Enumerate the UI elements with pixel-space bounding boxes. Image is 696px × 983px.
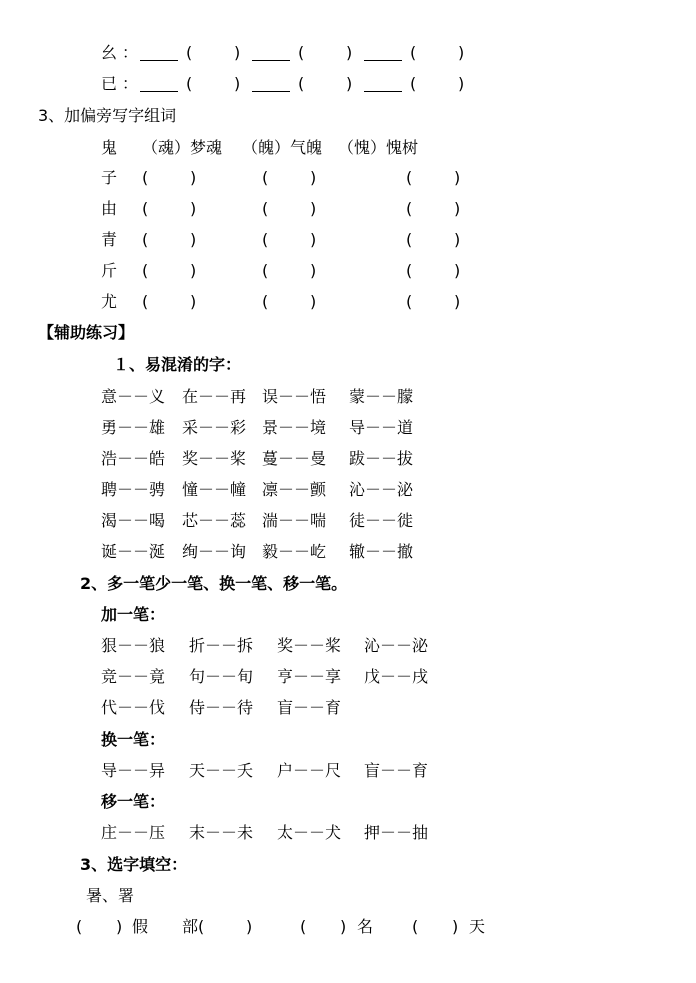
word-pair: 湍－－喘 bbox=[262, 511, 327, 530]
paren-close: ) bbox=[190, 199, 197, 218]
word-pair: 辙－－撤 bbox=[349, 542, 414, 561]
paren-open: ( bbox=[76, 917, 83, 936]
word-pair: 戊－－戌 bbox=[364, 667, 429, 686]
subsection-title: 3、选字填空： bbox=[80, 855, 188, 874]
paren-close: ) bbox=[190, 230, 197, 249]
paren-close: ) bbox=[346, 43, 353, 62]
word-pair: 诞－－涎 bbox=[101, 542, 166, 561]
radical-char: 鬼 bbox=[101, 138, 118, 157]
paren-open: ( bbox=[410, 74, 417, 93]
word-pair: 庄－－压 bbox=[101, 823, 166, 842]
paren-close: ) bbox=[234, 74, 241, 93]
paren-open: ( bbox=[298, 43, 305, 62]
word-pair: 在－－再 bbox=[182, 387, 247, 406]
word-pair: 侍－－待 bbox=[189, 698, 254, 717]
paren-close: ) bbox=[310, 261, 317, 280]
word-pair: 误－－悟 bbox=[262, 387, 327, 406]
fill-word: 假 bbox=[132, 917, 149, 936]
paren-close: ) bbox=[454, 199, 461, 218]
paren-open: ( bbox=[142, 292, 149, 311]
paren-open: ( bbox=[406, 261, 413, 280]
word-pair: 蔓－－曼 bbox=[262, 449, 327, 468]
fill-word: 天 bbox=[469, 917, 486, 936]
aux-heading: 【辅助练习】 bbox=[38, 323, 135, 342]
paren-close: ) bbox=[454, 292, 461, 311]
word-pair: 意－－义 bbox=[101, 387, 166, 406]
paren-close: ) bbox=[454, 168, 461, 187]
word-pair: 沁－－泌 bbox=[364, 636, 429, 655]
word-pair: 凛－－颤 bbox=[262, 480, 327, 499]
word-pair: 盲－－育 bbox=[277, 698, 342, 717]
paren-close: ) bbox=[346, 74, 353, 93]
word-pair: 导－－异 bbox=[101, 761, 166, 780]
word-pair: 押－－抽 bbox=[364, 823, 429, 842]
word-pair: 奖－－桨 bbox=[182, 449, 247, 468]
choice-chars: 暑、署 bbox=[86, 886, 135, 905]
word-pair: 奖－－桨 bbox=[277, 636, 342, 655]
paren-close: ) bbox=[458, 43, 465, 62]
paren-close: ) bbox=[310, 230, 317, 249]
word-pair: 蒙－－朦 bbox=[349, 387, 414, 406]
word-pair: 徒－－徙 bbox=[349, 511, 414, 530]
paren-open: ( bbox=[142, 168, 149, 187]
word-pair: 采－－彩 bbox=[182, 418, 247, 437]
paren-close: ) bbox=[310, 292, 317, 311]
paren-open: ( bbox=[142, 261, 149, 280]
paren-open: ( bbox=[406, 292, 413, 311]
paren-close: ) bbox=[458, 74, 465, 93]
subsection-title: １、易混淆的字： bbox=[113, 355, 242, 374]
paren-close: ) bbox=[190, 261, 197, 280]
paren-open: ( bbox=[186, 43, 193, 62]
word-pair: 户－－尺 bbox=[277, 761, 342, 780]
word-pair: 导－－道 bbox=[349, 418, 414, 437]
paren-close: ) bbox=[116, 917, 123, 936]
row-char: 已 bbox=[101, 74, 118, 93]
example-word: （魄）气魄 bbox=[242, 138, 323, 157]
paren-open: ( bbox=[262, 261, 269, 280]
paren-close: ) bbox=[234, 43, 241, 62]
paren-close: ) bbox=[246, 917, 253, 936]
paren-open: ( bbox=[410, 43, 417, 62]
paren-open: ( bbox=[300, 917, 307, 936]
paren-open: ( bbox=[406, 199, 413, 218]
paren-open: ( bbox=[142, 199, 149, 218]
word-pair: 亨－－享 bbox=[277, 667, 342, 686]
blank-line[interactable] bbox=[364, 91, 402, 92]
blank-line[interactable] bbox=[252, 91, 290, 92]
paren-open: ( bbox=[142, 230, 149, 249]
paren-close: ) bbox=[454, 230, 461, 249]
word-pair: 句－－旬 bbox=[189, 667, 254, 686]
blank-line[interactable] bbox=[140, 91, 178, 92]
word-pair: 盲－－育 bbox=[364, 761, 429, 780]
blank-line[interactable] bbox=[364, 60, 402, 61]
blank-line[interactable] bbox=[252, 60, 290, 61]
word-pair: 折－－拆 bbox=[189, 636, 254, 655]
radical-char: 斤 bbox=[101, 261, 118, 280]
paren-open: ( bbox=[298, 74, 305, 93]
example-word: （愧）愧树 bbox=[338, 138, 419, 157]
paren-open: ( bbox=[262, 230, 269, 249]
paren-open: ( bbox=[262, 292, 269, 311]
word-pair: 绚－－询 bbox=[182, 542, 247, 561]
move-stroke-label: 移一笔： bbox=[101, 792, 166, 811]
paren-open: ( bbox=[412, 917, 419, 936]
word-pair: 景－－境 bbox=[262, 418, 327, 437]
fill-word: 名 bbox=[357, 917, 374, 936]
paren-close: ) bbox=[452, 917, 459, 936]
word-pair: 太－－犬 bbox=[277, 823, 342, 842]
word-pair: 跋－－拔 bbox=[349, 449, 414, 468]
word-pair: 芯－－蕊 bbox=[182, 511, 247, 530]
radical-char: 尤 bbox=[101, 292, 118, 311]
paren-close: ) bbox=[454, 261, 461, 280]
paren-open: ( bbox=[262, 168, 269, 187]
radical-char: 由 bbox=[101, 199, 118, 218]
subsection-title: 2、多一笔少一笔、换一笔、移一笔。 bbox=[80, 574, 348, 593]
paren-open: ( bbox=[406, 230, 413, 249]
example-word: （魂）梦魂 bbox=[142, 138, 223, 157]
add-stroke-label: 加一笔： bbox=[101, 605, 166, 624]
word-pair: 代－－伐 bbox=[101, 698, 166, 717]
word-pair: 渴－－喝 bbox=[101, 511, 166, 530]
word-pair: 天－－夭 bbox=[189, 761, 254, 780]
paren-close: ) bbox=[190, 168, 197, 187]
colon: ： bbox=[122, 74, 139, 93]
paren-close: ) bbox=[310, 199, 317, 218]
word-pair: 沁－－泌 bbox=[349, 480, 414, 499]
paren-open: ( bbox=[262, 199, 269, 218]
paren-close: ) bbox=[310, 168, 317, 187]
word-pair: 憧－－幢 bbox=[182, 480, 247, 499]
paren-open: ( bbox=[406, 168, 413, 187]
word-pair: 毅－－屹 bbox=[262, 542, 327, 561]
word-pair: 狠－－狼 bbox=[101, 636, 166, 655]
radical-char: 青 bbox=[101, 230, 118, 249]
word-pair: 浩－－皓 bbox=[101, 449, 166, 468]
paren-close: ) bbox=[190, 292, 197, 311]
word-pair: 末－－未 bbox=[189, 823, 254, 842]
word-pair: 竞－－竟 bbox=[101, 667, 166, 686]
word-pair: 聘－－骋 bbox=[101, 480, 166, 499]
paren-open: ( bbox=[186, 74, 193, 93]
section-title: 3、加偏旁写字组词 bbox=[38, 106, 177, 125]
radical-char: 子 bbox=[101, 168, 118, 187]
fill-word: 部( bbox=[182, 917, 205, 936]
colon: ： bbox=[122, 43, 139, 62]
change-stroke-label: 换一笔： bbox=[101, 730, 166, 749]
row-char: 幺 bbox=[101, 43, 118, 62]
blank-line[interactable] bbox=[140, 60, 178, 61]
paren-close: ) bbox=[340, 917, 347, 936]
word-pair: 勇－－雄 bbox=[101, 418, 166, 437]
